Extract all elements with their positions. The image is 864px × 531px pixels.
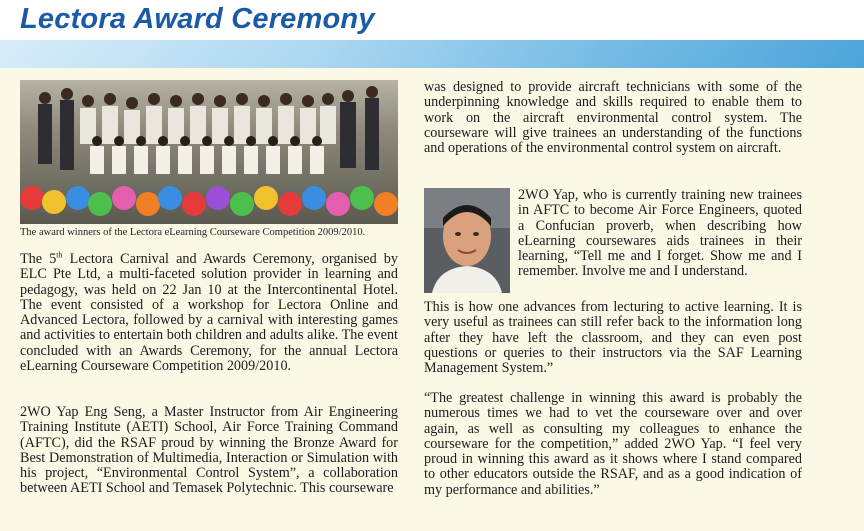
header-band [0, 40, 864, 68]
portrait-photo [424, 188, 510, 293]
paragraph-intro [20, 252, 398, 374]
header-banner [0, 0, 864, 68]
paragraph-quote-wrap: 2WO Yap, who is currently training new trainees in AFTC to become Air Force Engineers, quoted a Confucian proverb, when describing how eLearning coursewares aids trainees in their learning, “Tell me and I forget. Show me and I remember. Involve me and I understand. [518, 187, 802, 280]
intro-body: Lectora Carnival and Awards Ceremony, organised by ELC Pte Ltd, a multi-faceted solution provider in learning and pedagogy, was held on 22 Jan 10 at the Intercontinental Hotel. The event consisted of a workshop for Lectora Online and Advanced Lectora, followed by a carnival with interesting games and activities to entertain both children and adults alike. The event concluded with an Awards Ceremony, for the annual Lectora eLearning Courseware Competition 2009/2010. [20, 251, 398, 375]
paragraph-award: 2WO Yap Eng Seng, a Master Instructor from Air Engineering Training Institute (AETI) School, Air Force Training Command (AFTC), did the RSAF proud by winning the Bronze Award for Best Demonstration of Multimedia, Interaction or Simulation with his project, “Environmental Control System”, a collaboration between AETI School and Temasek Polytechnic. This courseware [20, 404, 398, 497]
page-title: Lectora Award Ceremony [20, 3, 375, 35]
ordinal-suffix: th [56, 250, 63, 260]
intro-prefix: The 5 [20, 251, 57, 267]
paragraph-challenge: “The greatest challenge in winning this award is probably the numerous times we had to vet the courseware over and over again, as well as consulting my colleagues to enhance the courseware for the competition,” added 2WO Yap. “I feel very proud in winning this award as it shows where I stand compared to other educators outside the RSAF, and as a good indication of my performance and abilities.” [424, 390, 802, 498]
paragraph-courseware: was designed to provide aircraft technicians with some of the underpinning knowledge and skills required to enable them to work on the aircraft environmental control system. The courseware will give trainees an understanding of the functions and operations of the environmental control system on aircraft. [424, 79, 802, 157]
group-photo [20, 80, 398, 224]
photo-caption: The award winners of the Lectora eLearning Courseware Competition 2009/2010. [20, 227, 366, 238]
paragraph-quote-continued: This is how one advances from lecturing to active learning. It is very useful as trainees can still refer back to the information long after they have left the classroom, and they can even post questions or queries to their instructors via the SAF Learning Management System.” [424, 299, 802, 377]
